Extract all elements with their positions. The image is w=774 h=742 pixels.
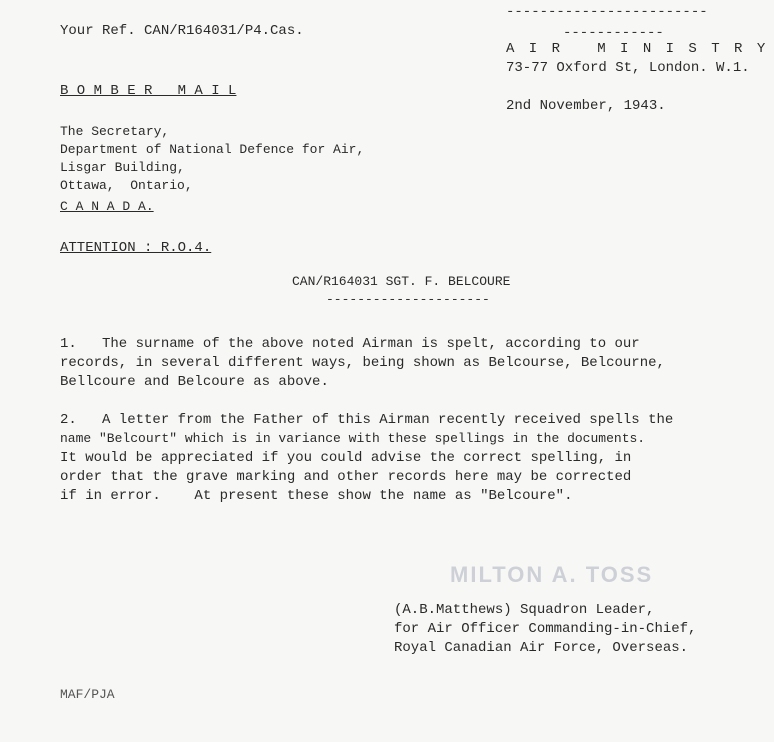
recipient-country: C A N A D A. — [60, 199, 154, 214]
bomber-mail-label: B O M B E R M A I L — [60, 83, 237, 99]
attention-line: ATTENTION : R.O.4. — [60, 240, 212, 256]
recipient-line-2: Department of National Defence for Air, — [60, 142, 365, 157]
letter-date: 2nd November, 1943. — [506, 98, 666, 114]
signature-line-3: Royal Canadian Air Force, Overseas. — [394, 640, 689, 656]
paragraph-1-line-1: 1. The surname of the above noted Airman is spelt, according to our — [60, 336, 640, 352]
typist-initials: MAF/PJA — [60, 687, 115, 702]
ministry-address: 73-77 Oxford St, London. W.1. — [506, 60, 750, 76]
signature-line-2: for Air Officer Commanding-in-Chief, — [394, 621, 697, 637]
recipient-line-3: Lisgar Building, — [60, 160, 185, 175]
header-top-rule: ------------------------ — [506, 4, 708, 20]
paragraph-1-line-3: Bellcoure and Belcoure as above. — [60, 374, 329, 390]
subject-title: CAN/R164031 SGT. F. BELCOURE — [292, 274, 511, 289]
header-sub-rule: ------------ — [563, 25, 664, 41]
subject-rule: --------------------- — [326, 292, 490, 307]
recipient-line-1: The Secretary, — [60, 124, 170, 139]
our-reference: Your Ref. CAN/R164031/P4.Cas. — [60, 23, 304, 39]
signature-line-1: (A.B.Matthews) Squadron Leader, — [394, 602, 655, 618]
paragraph-2-line-5: if in error. At present these show the name as "Belcoure". — [60, 488, 573, 504]
air-ministry-heading: A I R M I N I S T R Y — [506, 41, 769, 57]
paragraph-2-line-1: 2. A letter from the Father of this Airman recently received spells the — [60, 412, 674, 428]
name-stamp: MILTON A. TOSS — [450, 562, 654, 587]
paragraph-2-line-3: It would be appreciated if you could advise the correct spelling, in — [60, 450, 632, 466]
paragraph-2-line-4: order that the grave marking and other records here may be corrected — [60, 469, 632, 485]
paragraph-1-line-2: records, in several different ways, being shown as Belcourse, Belcourne, — [60, 355, 665, 371]
paragraph-2-line-2: name "Belcourt" which is in variance with these spellings in the documents. — [60, 431, 646, 446]
recipient-line-4: Ottawa, Ontario, — [60, 178, 193, 193]
